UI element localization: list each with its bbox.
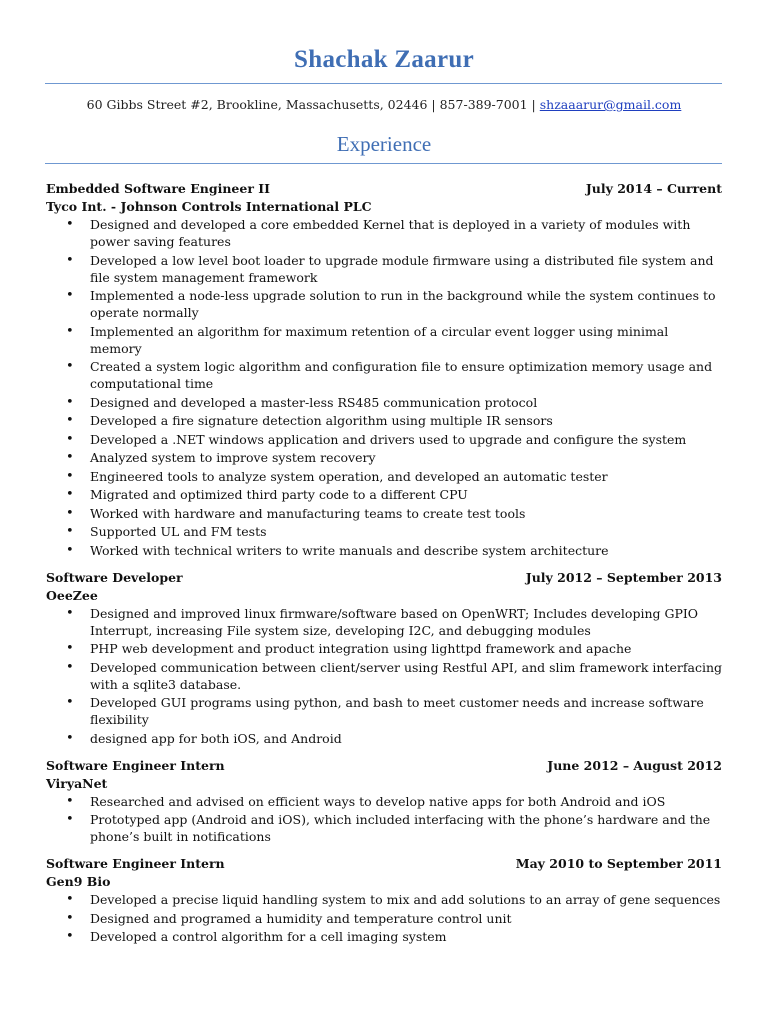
job-header: [46, 569, 722, 587]
job-bullets: [46, 891, 722, 945]
bullet-item: • Designed and developed a core embedded Kernel that is deployed in a variety of modules with power saving features: [46, 216, 722, 250]
bullet-item: • Migrated and optimized third party code to a different CPU: [46, 486, 722, 503]
bullet-item: • Developed a .NET windows application and drivers used to upgrade and configure the system: [46, 431, 722, 448]
job-entry: [46, 757, 722, 846]
bullet-item: • Developed a precise liquid handling system to mix and add solutions to an array of gene sequences: [46, 891, 722, 908]
bullet-item: • Researched and advised on efficient ways to develop native apps for both Android and iOS: [46, 793, 722, 810]
bullet-item: • Worked with technical writers to write manuals and describe system architecture: [46, 542, 722, 559]
bullet-item: • PHP web development and product integration using lighttpd framework and apache: [46, 640, 722, 657]
job-header: [46, 757, 722, 775]
job-dates: May 2010 to September 2011: [515, 856, 722, 871]
bullet-item: • Designed and developed a master-less RS485 communication protocol: [46, 394, 722, 411]
candidate-name: Shachak Zaarur: [294, 46, 474, 73]
bullet-item: • Created a system logic algorithm and configuration file to ensure optimization memory usage and computational time: [46, 358, 722, 392]
bullet-item: • designed app for both iOS, and Android: [46, 730, 722, 747]
bullet-item: • Worked with hardware and manufacturing teams to create test tools: [46, 505, 722, 522]
company-name: ViryaNet: [46, 775, 108, 791]
company-name: Tyco Int. - Johnson Controls International PLC: [46, 199, 372, 214]
bullet-item: • Developed a control algorithm for a cell imaging system: [46, 928, 722, 945]
job-header: [46, 180, 722, 198]
email-link[interactable]: shzaaarur@gmail.com: [539, 97, 682, 112]
header-divider: [45, 83, 722, 84]
job-entry: [46, 180, 722, 559]
bullet-item: • Implemented an algorithm for maximum retention of a circular event logger using minimal memory: [46, 323, 722, 357]
job-bullets: [46, 793, 722, 846]
section-divider: [45, 163, 722, 164]
bullet-item: • Developed GUI programs using python, and bash to meet customer needs and increase software flexibility: [46, 694, 722, 728]
contact-address: 60 Gibbs Street #2, Brookline, Massachusetts, 02446 | 857-389-7001 |: [86, 97, 540, 112]
job-dates: July 2014 – Current: [585, 181, 722, 196]
job-title: Software Developer: [46, 569, 183, 585]
bullet-item: • Engineered tools to analyze system operation, and developed an automatic tester: [46, 468, 722, 485]
job-entry: [46, 855, 722, 945]
job-title: Software Engineer Intern: [46, 757, 225, 773]
job-bullets: [46, 216, 722, 559]
company-name: Gen9 Bio: [46, 874, 111, 889]
job-header: [46, 855, 722, 873]
bullet-item: • Implemented a node-less upgrade solution to run in the background while the system continues to operate normally: [46, 287, 722, 321]
bullet-item: • Developed a fire signature detection algorithm using multiple IR sensors: [46, 412, 722, 429]
job-title: Software Engineer Intern: [46, 856, 225, 871]
contact-line: [0, 97, 768, 112]
job-title: Embedded Software Engineer II: [46, 181, 270, 196]
company-name: OeeZee: [46, 587, 98, 603]
job-dates: June 2012 – August 2012: [547, 757, 722, 773]
job-bullets: [46, 605, 722, 747]
experience-list: [46, 180, 722, 955]
bullet-item: • Prototyped app (Android and iOS), which included interfacing with the phone’s hardware and the phone’s built in notifications: [46, 811, 722, 845]
bullet-item: • Developed communication between client/server using Restful API, and slim framework interfacing with a sqlite3 database.: [46, 659, 722, 693]
bullet-item: • Supported UL and FM tests: [46, 523, 722, 540]
bullet-item: • Developed a low level boot loader to upgrade module firmware using a distributed file system and file system management framework: [46, 252, 722, 286]
job-dates: July 2012 – September 2013: [525, 569, 722, 585]
section-title-experience: Experience: [336, 132, 432, 156]
bullet-item: • Designed and programed a humidity and temperature control unit: [46, 910, 722, 927]
bullet-item: • Designed and improved linux firmware/software based on OpenWRT; Includes developing GPIO Interrupt, increasing File system size, developing I2C, and debugging modules: [46, 605, 722, 639]
bullet-item: • Analyzed system to improve system recovery: [46, 449, 722, 466]
job-entry: [46, 569, 722, 747]
